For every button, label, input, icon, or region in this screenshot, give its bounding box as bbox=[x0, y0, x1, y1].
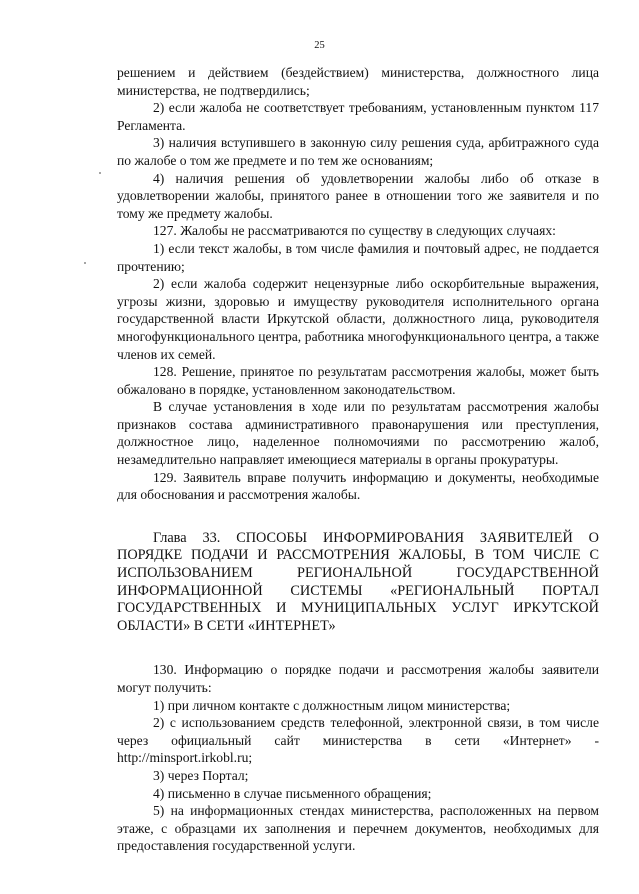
paragraph: 1) если текст жалобы, в том числе фамилия и почтовый адрес, не поддается прочтению; bbox=[117, 240, 599, 274]
page-number: 25 bbox=[314, 40, 325, 51]
paragraph: В случае установления в ходе или по результатам рассмотрения жалобы признаков состава административного правонарушения или преступления, должностное лицо, наделенное полномочиями по рассмотрению жалоб, незамедлительно направляет имеющиеся материалы в органы прокуратуры. bbox=[117, 399, 599, 468]
paragraph: 128. Решение, принятое по результатам рассмотрения жалобы, может быть обжаловано в порядке, установленном законодательством. bbox=[117, 364, 599, 397]
paragraph: 127. Жалобы не рассматриваются по существу в следующих случаях: bbox=[153, 223, 556, 239]
chapter-heading: Глава 33. СПОСОБЫ ИНФОРМИРОВАНИЯ ЗАЯВИТЕЛЕЙ О ПОРЯДКЕ ПОДАЧИ И РАССМОТРЕНИЯ ЖАЛОБЫ, В ТОМ ЧИСЛЕ С ИСПОЛЬЗОВАНИЕМ РЕГИОНАЛЬНОЙ ГОСУДАРСТВЕННОЙ ИНФОРМАЦИОННОЙ СИСТЕМЫ «РЕГИОНАЛЬНЫЙ ПОРТАЛ ГОСУДАРСТВЕННЫХ И МУНИЦИПАЛЬНЫХ УСЛУГ ИРКУТСКОЙ ОБЛАСТИ» В СЕТИ «ИНТЕРНЕТ» bbox=[117, 529, 599, 634]
paragraph: 5) на информационных стендах министерства, расположенных на первом этаже, с образцами их заполнения и перечнем документов, необходимых для предоставления государственной услуги. bbox=[117, 803, 599, 854]
paragraph: 1) при личном контакте с должностным лицом министерства; bbox=[153, 697, 511, 713]
scan-speck bbox=[99, 172, 101, 174]
paragraph: 4) наличия решения об удовлетворении жалобы либо об отказе в удовлетворении жалобы, принятого ранее в отношении того же заявителя и по тому же предмету жалобы. bbox=[117, 170, 599, 221]
paragraph: 3) через Портал; bbox=[153, 767, 249, 783]
document-body bbox=[117, 64, 599, 855]
scan-speck bbox=[84, 262, 86, 264]
paragraph: 3) наличия вступившего в законную силу решения суда, арбитражного суда по жалобе о том же предмете и по тем же основаниям; bbox=[117, 135, 599, 168]
paragraph: 4) письменно в случае письменного обращения; bbox=[153, 785, 432, 801]
paragraph: 2) если жалоба содержит нецензурные либо оскорбительные выражения, угрозы жизни, здоровью и имуществу руководителя исполнительного органа государственной власти Иркутской области, должностного лица, руководителя многофункционального центра, работника многофункционального центра, а также членов их семей. bbox=[117, 276, 599, 362]
paragraph: 2) с использованием средств телефонной, электронной связи, в том числе через официальный сайт министерства в сети «Интернет» - http://minsport.irkobl.ru; bbox=[117, 715, 599, 766]
paragraph: решением и действием (бездействием) министерства, должностного лица министерства, не подтвердились; bbox=[117, 65, 599, 98]
paragraph: 130. Информацию о порядке подачи и рассмотрения жалобы заявители могут получить: bbox=[117, 662, 599, 695]
paragraph: 129. Заявитель вправе получить информацию и документы, необходимые для обоснования и рассмотрения жалобы. bbox=[117, 469, 599, 503]
paragraph: 2) если жалоба не соответствует требованиям, установленным пунктом 117 Регламента. bbox=[117, 100, 599, 133]
